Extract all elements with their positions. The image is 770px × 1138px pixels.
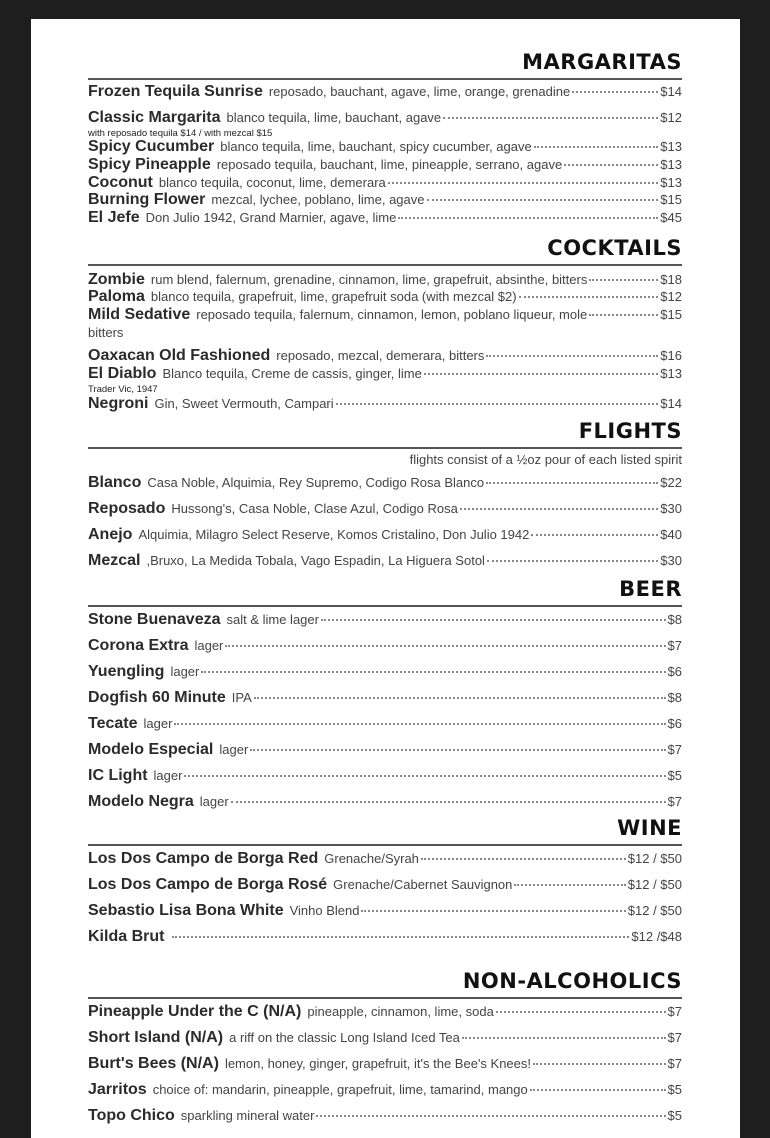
item-price: $12 / $50 [627, 903, 682, 918]
item-desc: reposado, bauchant, agave, lime, orange, grenadine [268, 84, 571, 99]
divider [88, 447, 682, 449]
menu-item [88, 1081, 682, 1099]
leader-dots [460, 508, 658, 510]
item-price: $12 [660, 110, 682, 125]
item-name: Burning Flower [88, 191, 206, 208]
item-price: $7 [667, 1030, 682, 1045]
item-name: Mezcal [88, 552, 141, 569]
leader-dots [398, 217, 658, 219]
menu-item [88, 876, 682, 894]
leader-dots [424, 373, 658, 375]
leader-dots [231, 801, 666, 803]
item-price: $13 [660, 139, 682, 154]
item-price: $6 [667, 716, 682, 731]
leader-dots [388, 182, 659, 184]
item-name: Jarritos [88, 1081, 147, 1098]
item-name: Oaxacan Old Fashioned [88, 347, 271, 364]
item-price: $18 [660, 272, 682, 287]
menu-item [88, 156, 682, 174]
item-name: El Diablo [88, 365, 157, 382]
item-name: Modelo Especial [88, 741, 214, 758]
item-name: Spicy Cucumber [88, 138, 215, 155]
leader-dots [462, 1037, 666, 1039]
menu-item [88, 928, 682, 946]
item-desc: blanco tequila, grapefruit, lime, grapefruit soda (with mezcal $2) [150, 289, 517, 304]
item-price: $12 / $50 [627, 851, 682, 866]
item-desc: lager [219, 742, 249, 757]
item-name: IC Light [88, 767, 148, 784]
item-note: Trader Vic, 1947 [88, 384, 158, 395]
menu-item [88, 552, 682, 570]
item-price: $12 /$48 [631, 929, 682, 944]
leader-dots [589, 314, 658, 316]
menu-item [88, 474, 682, 492]
leader-dots [572, 91, 658, 93]
menu-item [88, 209, 682, 227]
item-price: $8 [667, 690, 682, 705]
menu-item [88, 793, 682, 811]
item-price: $7 [667, 742, 682, 757]
item-name: Los Dos Campo de Borga Red [88, 850, 319, 867]
menu-item [88, 83, 682, 101]
menu-item [88, 347, 682, 365]
divider [88, 264, 682, 266]
item-desc: lager [194, 638, 224, 653]
item-price: $40 [660, 527, 682, 542]
menu-item [88, 288, 682, 306]
menu-item [88, 767, 682, 785]
item-desc: reposado tequila, falernum, cinnamon, lemon, poblano liqueur, mole [196, 307, 588, 322]
menu-item [88, 663, 682, 681]
item-name: Negroni [88, 395, 149, 412]
item-desc: Hussong's, Casa Noble, Clase Azul, Codigo Rosa [171, 501, 458, 516]
leader-dots [321, 619, 666, 621]
item-name: Yuengling [88, 663, 165, 680]
item-name: Topo Chico [88, 1107, 175, 1124]
item-desc: lager [170, 664, 200, 679]
leader-dots [496, 1011, 666, 1013]
item-name: Tecate [88, 715, 138, 732]
menu-page [31, 19, 740, 1138]
section-title: BEER [619, 577, 682, 601]
item-name: Reposado [88, 500, 166, 517]
menu-item [88, 271, 682, 289]
leader-dots [427, 199, 659, 201]
item-desc: salt & lime lager [226, 612, 319, 627]
flights-note: flights consist of a ½oz pour of each listed spirit [409, 452, 682, 467]
item-price: $22 [660, 475, 682, 490]
leader-dots [172, 936, 629, 938]
item-name: Dogfish 60 Minute [88, 689, 226, 706]
item-name: Sebastio Lisa Bona White [88, 902, 284, 919]
item-price: $5 [667, 1082, 682, 1097]
menu-item [88, 500, 682, 518]
menu-item [88, 637, 682, 655]
item-desc: Vinho Blend [289, 903, 360, 918]
divider [88, 78, 682, 80]
leader-dots [486, 482, 658, 484]
item-name: Pineapple Under the C (N/A) [88, 1003, 302, 1020]
menu-item [88, 611, 682, 629]
item-price: $14 [660, 396, 682, 411]
item-name: Mild Sedative [88, 306, 191, 323]
divider [88, 605, 682, 607]
item-name: Paloma [88, 288, 145, 305]
leader-dots [225, 645, 665, 647]
item-name: Modelo Negra [88, 793, 194, 810]
item-desc: Grenache/Syrah [324, 851, 419, 866]
item-desc: lemon, honey, ginger, grapefruit, it's the Bee's Knees! [224, 1056, 532, 1071]
item-price: $12 [660, 289, 682, 304]
menu-item [88, 850, 682, 868]
item-price: $30 [660, 501, 682, 516]
section-title: COCKTAILS [547, 236, 682, 260]
leader-dots [487, 560, 658, 562]
item-price: $14 [660, 84, 682, 99]
menu-item [88, 191, 682, 209]
item-price: $13 [660, 175, 682, 190]
menu-item [88, 138, 682, 156]
item-desc: pineapple, cinnamon, lime, soda [307, 1004, 494, 1019]
divider [88, 844, 682, 846]
item-price: $7 [667, 1056, 682, 1071]
section-title: FLIGHTS [578, 419, 682, 443]
item-desc: rum blend, falernum, grenadine, cinnamon, lime, grapefruit, absinthe, bitters [150, 272, 588, 287]
item-name: Spicy Pineapple [88, 156, 211, 173]
item-price: $45 [660, 210, 682, 225]
leader-dots [174, 723, 665, 725]
item-desc: sparkling mineral water [180, 1108, 315, 1123]
item-name: Zombie [88, 271, 145, 288]
item-price: $12 / $50 [627, 877, 682, 892]
leader-dots [519, 296, 659, 298]
item-name: Coconut [88, 174, 153, 191]
item-price: $30 [660, 553, 682, 568]
item-name: Stone Buenaveza [88, 611, 221, 628]
menu-item [88, 741, 682, 759]
menu-item [88, 715, 682, 733]
item-name: Corona Extra [88, 637, 189, 654]
item-price: $15 [660, 307, 682, 322]
leader-dots [589, 279, 658, 281]
item-price: $13 [660, 366, 682, 381]
item-desc: Casa Noble, Alquimia, Rey Supremo, Codigo Rosa Blanco [147, 475, 485, 490]
item-desc: lager [143, 716, 173, 731]
menu-item [88, 1003, 682, 1021]
leader-dots [336, 403, 659, 405]
item-name: Kilda Brut [88, 928, 165, 945]
section-title: WINE [617, 816, 682, 840]
leader-dots [361, 910, 625, 912]
item-desc: mezcal, lychee, poblano, lime, agave [211, 192, 425, 207]
menu-item [88, 109, 682, 127]
leader-dots [184, 775, 665, 777]
menu-item [88, 395, 682, 413]
item-price: $7 [667, 638, 682, 653]
menu-item [88, 1055, 682, 1073]
item-desc: IPA [231, 690, 252, 705]
item-price: $16 [660, 348, 682, 363]
leader-dots [201, 671, 665, 673]
item-name: Burt's Bees (N/A) [88, 1055, 219, 1072]
item-name: Short Island (N/A) [88, 1029, 224, 1046]
leader-dots [250, 749, 665, 751]
item-desc: choice of: mandarin, pineapple, grapefruit, lime, tamarind, mango [152, 1082, 528, 1097]
item-desc: blanco tequila, lime, bauchant, agave [226, 110, 442, 125]
item-name: Los Dos Campo de Borga Rosé [88, 876, 328, 893]
leader-dots [254, 697, 666, 699]
item-price: $7 [667, 794, 682, 809]
leader-dots [514, 884, 625, 886]
item-desc: Gin, Sweet Vermouth, Campari [154, 396, 334, 411]
item-price: $15 [660, 192, 682, 207]
leader-dots [486, 355, 658, 357]
menu-item [88, 306, 682, 324]
item-price: $6 [667, 664, 682, 679]
menu-item [88, 1029, 682, 1047]
leader-dots [564, 164, 658, 166]
item-price: $5 [667, 1108, 682, 1123]
item-desc: lager [199, 794, 229, 809]
item-desc: Blanco tequila, Creme de cassis, ginger, lime [162, 366, 422, 381]
item-desc: a riff on the classic Long Island Iced Tea [229, 1030, 460, 1045]
item-desc-continued: bitters [88, 325, 124, 340]
section-title: NON-ALCOHOLICS [462, 969, 682, 993]
item-desc: reposado, mezcal, demerara, bitters [276, 348, 485, 363]
item-desc: Alquimia, Milagro Select Reserve, Komos Cristalino, Don Julio 1942 [138, 527, 530, 542]
item-desc: blanco tequila, coconut, lime, demerara [158, 175, 386, 190]
leader-dots [316, 1115, 665, 1117]
leader-dots [534, 146, 659, 148]
leader-dots [421, 858, 626, 860]
item-price: $13 [660, 157, 682, 172]
item-price: $8 [667, 612, 682, 627]
divider [88, 997, 682, 999]
leader-dots [531, 534, 658, 536]
menu-item [88, 689, 682, 707]
item-desc: Grenache/Cabernet Sauvignon [333, 877, 513, 892]
item-desc: lager [153, 768, 183, 783]
menu-item [88, 365, 682, 383]
leader-dots [443, 117, 658, 119]
menu-item [88, 174, 682, 192]
item-desc: reposado tequila, bauchant, lime, pineapple, serrano, agave [216, 157, 563, 172]
item-price: $7 [667, 1004, 682, 1019]
item-name: Classic Margarita [88, 109, 221, 126]
item-name: Blanco [88, 474, 142, 491]
menu-item [88, 526, 682, 544]
section-title: MARGARITAS [522, 50, 682, 74]
menu-item [88, 1107, 682, 1125]
menu-item [88, 902, 682, 920]
item-desc: ,Bruxo, La Medida Tobala, Vago Espadin, La Higuera Sotol [146, 553, 485, 568]
leader-dots [533, 1063, 666, 1065]
leader-dots [530, 1089, 666, 1091]
item-name: El Jefe [88, 209, 140, 226]
item-price: $5 [667, 768, 682, 783]
item-name: Anejo [88, 526, 133, 543]
item-note: with reposado tequila $14 / with mezcal $15 [88, 128, 273, 139]
item-name: Frozen Tequila Sunrise [88, 83, 263, 100]
item-desc: Don Julio 1942, Grand Marnier, agave, lime [145, 210, 397, 225]
item-desc: blanco tequila, lime, bauchant, spicy cucumber, agave [220, 139, 532, 154]
